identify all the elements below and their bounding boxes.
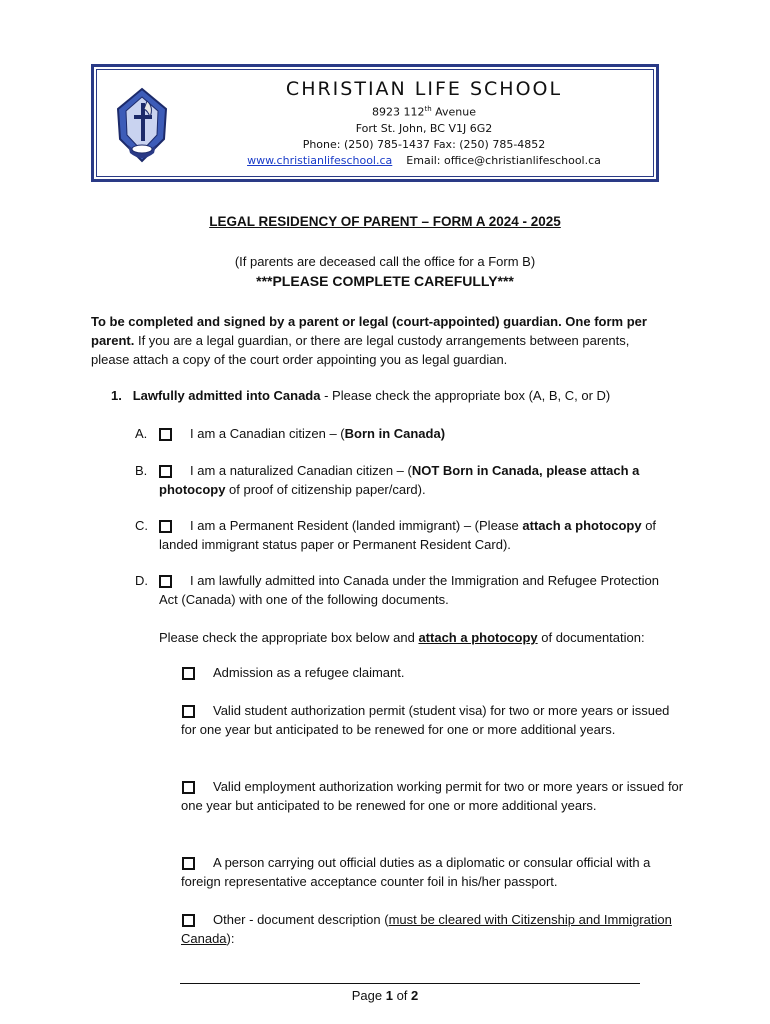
option-c-label: C. (135, 518, 148, 533)
option-a-text (159, 424, 680, 443)
option-d-text: I am lawfully admitted into Canada under the Immigration and Refugee Protection Act (Canada) with one of the following documents. (159, 573, 659, 607)
other-text (181, 910, 686, 948)
option-d-label: D. (135, 573, 148, 588)
document-option-refugee (181, 663, 686, 682)
option-b-bold: NOT Born in Canada, please attach a photocopy (159, 463, 640, 497)
school-name: CHRISTIAN LIFE SCHOOL (285, 78, 563, 100)
option-a-label: A. (135, 426, 148, 441)
q1-instruction: - Please check the appropriate box (A, B, C, or D) (320, 388, 611, 403)
document-option-diplomatic (181, 853, 686, 891)
option-c-checkbox[interactable] (159, 520, 172, 533)
document-option-employment (181, 777, 686, 815)
option-c-rest: of landed immigrant status paper or Permanent Resident Card). (159, 518, 657, 552)
page-of: of (392, 988, 412, 1003)
page-number (0, 986, 770, 1005)
refugee-text: Admission as a refugee claimant. (213, 665, 405, 680)
option-c (135, 516, 680, 554)
diplomatic-text: A person carrying out official duties as a diplomatic or consular official with a foreign representative acceptance counter foil in his/her passport. (181, 855, 651, 889)
page-total: 2 (411, 988, 419, 1003)
student-permit-text: Valid student authorization permit (student visa) for two or more years or issued for one year but anticipated to be renewed for one or more additional years. (181, 703, 670, 737)
other-checkbox[interactable] (182, 914, 195, 927)
option-b-desc: I am a naturalized Canadian citizen – ( (190, 463, 412, 478)
student-permit-checkbox[interactable] (182, 705, 195, 718)
page-current: 1 (385, 988, 393, 1003)
option-b (135, 461, 680, 499)
option-c-text (159, 516, 680, 554)
letterhead (91, 64, 659, 182)
form-title: LEGAL RESIDENCY OF PARENT – FORM A 2024 - 2025 (209, 214, 561, 229)
letterhead-text (204, 77, 644, 169)
form-warning: ***PLEASE COMPLETE CAREFULLY*** (256, 273, 514, 289)
d-instruction-rest: of documentation: (537, 630, 645, 645)
address-suffix: th (424, 105, 432, 113)
option-b-text (159, 461, 680, 499)
footer-divider (180, 983, 640, 984)
other-end: ): (226, 931, 235, 946)
q1-number: 1. (111, 388, 122, 403)
option-a-checkbox[interactable] (159, 428, 172, 441)
intro-paragraph (91, 312, 671, 369)
school-contact (204, 153, 644, 169)
diplomatic-checkbox[interactable] (182, 857, 195, 870)
option-d-checkbox[interactable] (159, 575, 172, 588)
option-b-rest: of proof of citizenship paper/card). (225, 482, 426, 497)
school-phone-fax: Phone: (250) 785-1437 Fax: (250) 785-4852 (302, 137, 546, 151)
school-website-link[interactable]: www.christianlifeschool.ca (247, 153, 393, 167)
intro-rest: If you are a legal guardian, or there are legal custody arrangements between parents, please attach a copy of the court order appointing you as legal guardian. (91, 333, 630, 367)
option-d-instruction (159, 628, 699, 647)
option-a (135, 424, 680, 443)
document-option-student (181, 701, 686, 739)
question-1 (111, 386, 711, 405)
employment-permit-text: Valid employment authorization working permit for two or more years or issued for one year but anticipated to be renewed for one or more additional years. (181, 779, 684, 813)
q1-heading: Lawfully admitted into Canada (132, 388, 321, 403)
document-option-other (181, 910, 686, 948)
school-address (204, 101, 644, 121)
option-c-desc: I am a Permanent Resident (landed immigrant) – (Please (190, 518, 523, 533)
other-underlined: must be cleared with Citizenship and Immigration Canada (181, 912, 672, 946)
option-a-desc: I am a Canadian citizen – ( (190, 426, 345, 441)
address-street: Avenue (431, 105, 477, 119)
option-b-checkbox[interactable] (159, 465, 172, 478)
option-a-bold: Born in Canada) (344, 426, 446, 441)
other-desc: Other - document description ( (213, 912, 389, 927)
page-prefix: Page (351, 988, 386, 1003)
employment-permit-checkbox[interactable] (182, 781, 195, 794)
option-d (135, 571, 680, 609)
d-instruction-bold: attach a photocopy (418, 630, 538, 645)
form-note: (If parents are deceased call the office for a Form B) (234, 254, 536, 269)
school-city: Fort St. John, BC V1J 6G2 (355, 121, 493, 135)
school-crest-icon (114, 87, 170, 163)
school-email: Email: office@christianlifeschool.ca (406, 153, 601, 167)
option-b-label: B. (135, 463, 148, 478)
intro-bold: To be completed and signed by a parent or legal (court-appointed) guardian. One form per parent. (91, 314, 647, 348)
d-instruction-text: Please check the appropriate box below and (159, 630, 419, 645)
option-c-bold: attach a photocopy (522, 518, 642, 533)
address-number: 8923 112 (371, 105, 425, 119)
refugee-checkbox[interactable] (182, 667, 195, 680)
